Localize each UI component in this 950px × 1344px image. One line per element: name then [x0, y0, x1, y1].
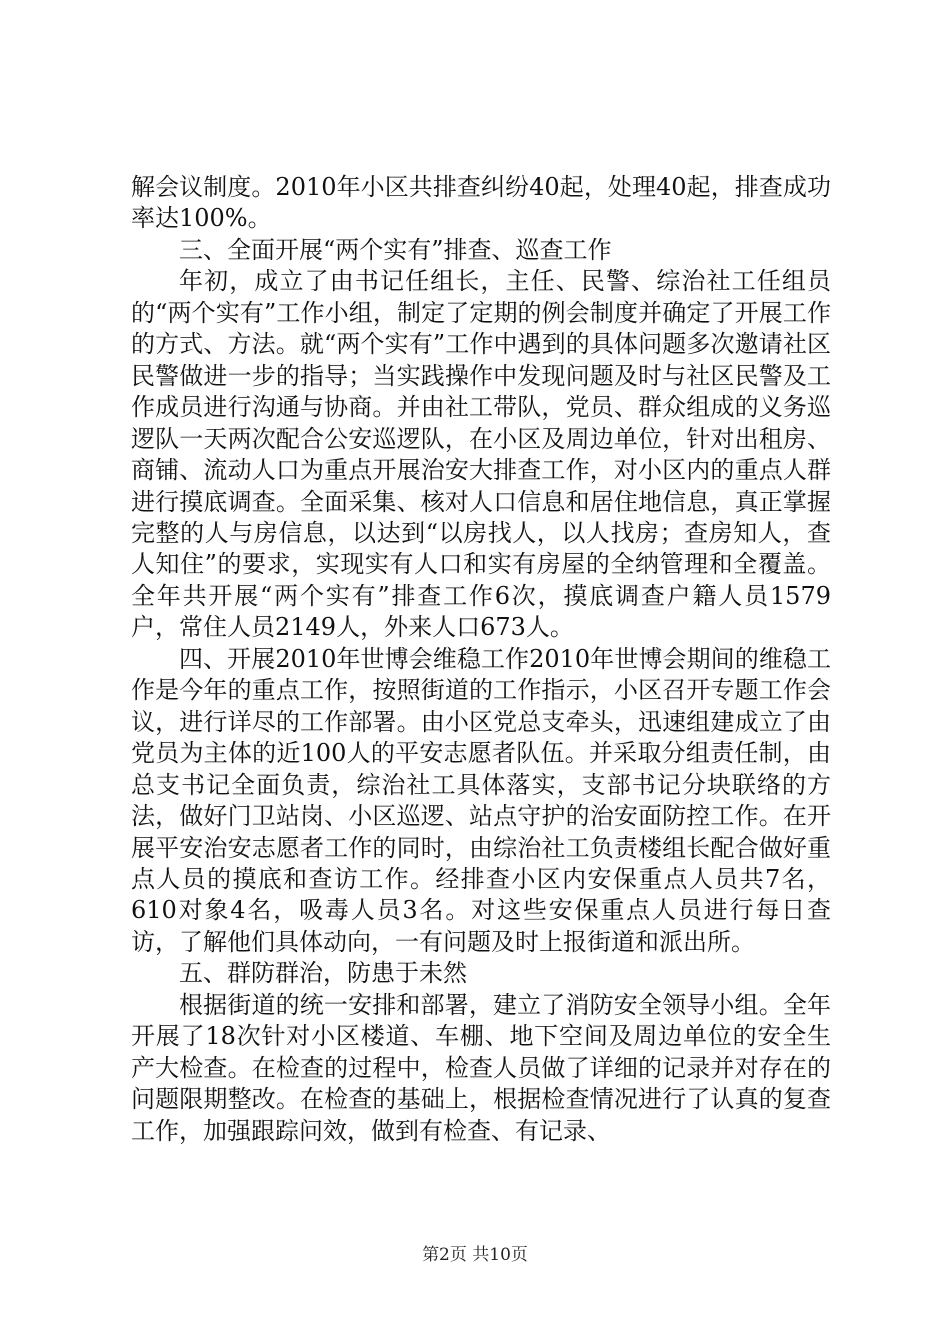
paragraph-continuation: 解会议制度。2010年小区共排查纠纷40起，处理40起，排查成功率达100%。: [131, 173, 831, 233]
section-heading-3: 三、全面开展“两个实有”排查、巡查工作: [179, 235, 612, 264]
paragraph-expo-security: 四、开展2010年世博会维稳工作2010年世博会期间的维稳工作是今年的重点工作，按照街道的工作指示，小区召开专题工作会议，进行详尽的工作部署。由小区党总支牵头，迅速组建成立了由党员为主体的近100人的平安志愿者队伍。并采取分组责任制，由总支书记全面负责，综治社工具体落实，支部书记分块联络的方法，做好门卫站岗、小区巡逻、站点守护的治安面防控工作。在开展平安治安志愿者工作的同时，由综治社工负责楼组长配合做好重点人员的摸底和查访工作。经排查小区内安保重点人员共7名，610对象4名，吸毒人员3名。对这些安保重点人员进行每日查访，了解他们具体动向，一有问题及时上报街道和派出所。: [131, 644, 831, 956]
paragraph-fire-safety: 根据街道的统一安排和部署，建立了消防安全领导小组。全年开展了18次针对小区楼道、车棚、地下空间及周边单位的安全生产大检查。在检查的过程中，检查人员做了详细的记录并对存在的问题限期整改。在检查的基础上，根据检查情况进行了认真的复查工作，加强跟踪问效，做到有检查、有记录、: [131, 990, 831, 1145]
document-body: [131, 172, 831, 1147]
page-footer: 第2页 共10页: [422, 1245, 528, 1265]
section-heading-5: 五、群防群治，防患于未然: [179, 959, 467, 988]
paragraph-two-realities: 年初，成立了由书记任组长，主任、民警、综治社工任组员的“两个实有”工作小组，制定了定期的例会制度并确定了开展工作的方式、方法。就“两个实有”工作中遇到的具体问题多次邀请社区民警做进一步的指导；当实践操作中发现问题及时与社区民警及工作成员进行沟通与协商。并由社工带队，党员、群众组成的义务巡逻队一天两次配合公安巡逻队，在小区及周边单位，针对出租房、商铺、流动人口为重点开展治安大排查工作，对小区内的重点人群进行摸底调查。全面采集、核对人口信息和居住地信息，真正掌握完整的人与房信息，以达到“以房找人，以人找房；查房知人，查人知住”的要求，实现实有人口和实有房屋的全纳管理和全覆盖。全年共开展“两个实有”排查工作6次，摸底调查户籍人员1579户，常住人员2149人，外来人口673人。: [131, 267, 831, 642]
